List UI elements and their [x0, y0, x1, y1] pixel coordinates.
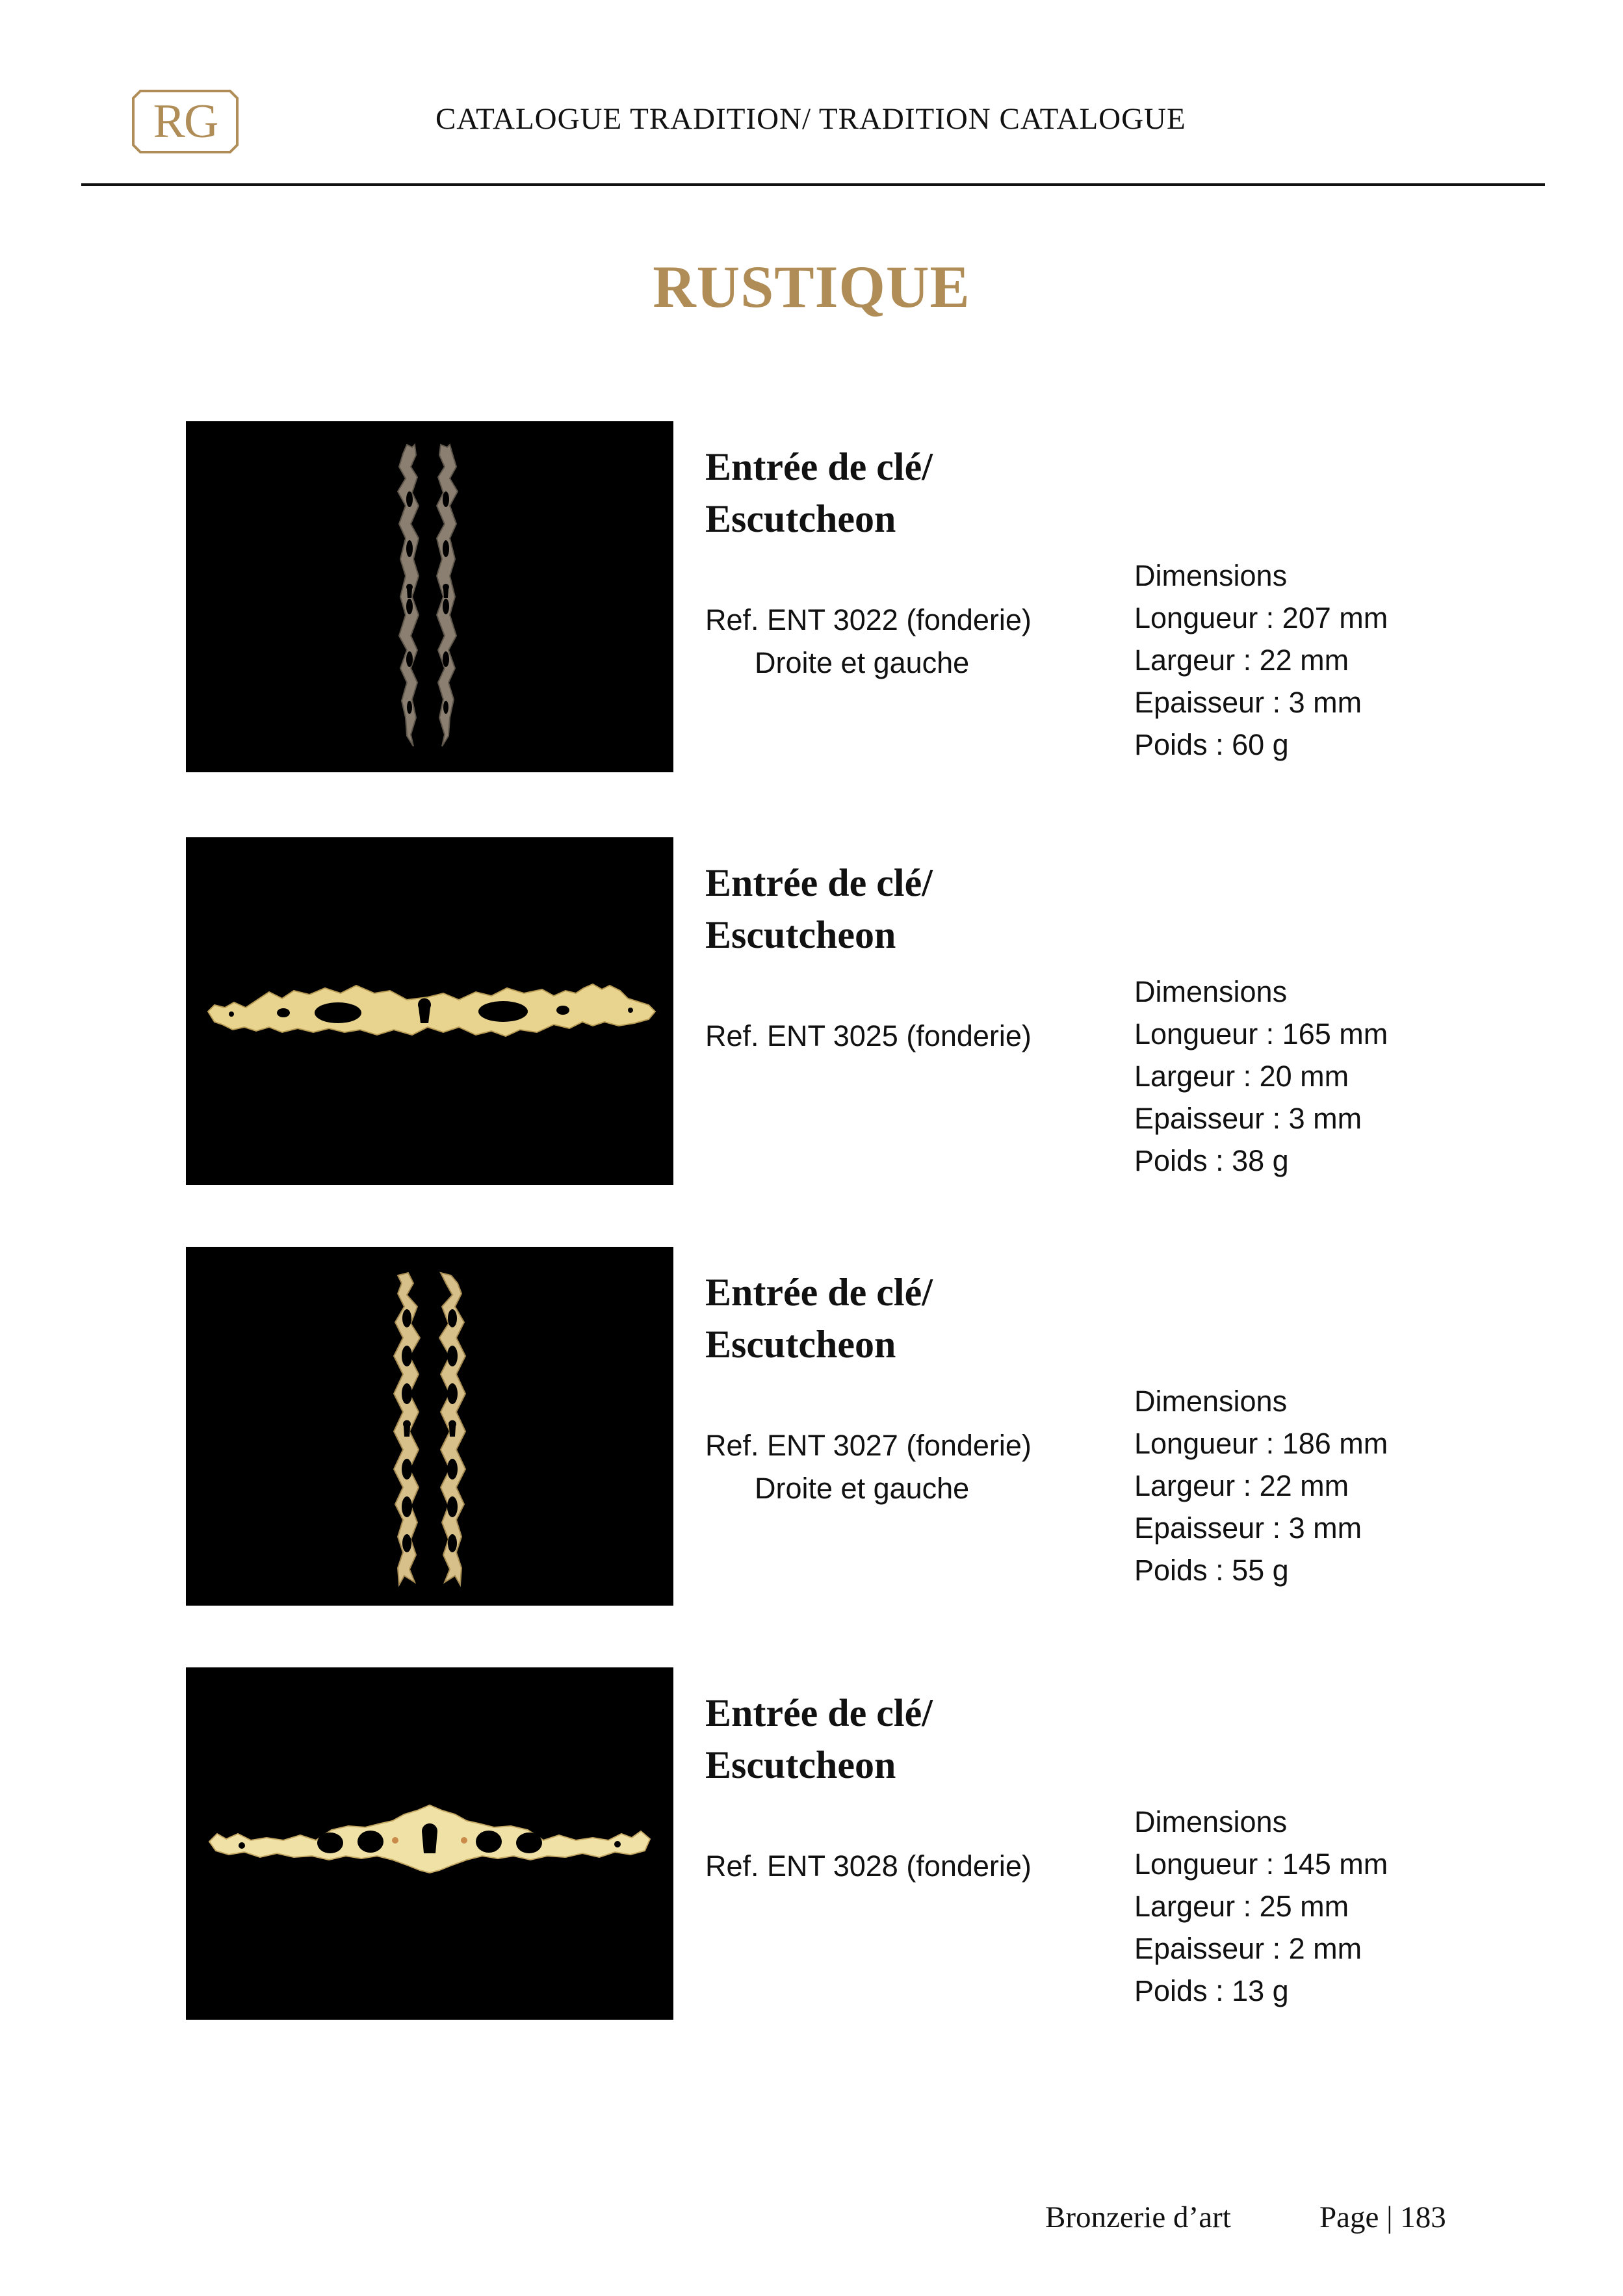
dimension-weight: Poids : 13 g [1134, 1974, 1289, 2007]
product-name-line2: Escutcheon [705, 1743, 896, 1786]
product-entry [0, 1247, 1623, 1598]
product-entry [0, 421, 1623, 772]
catalogue-title: CATALOGUE TRADITION/ TRADITION CATALOGUE [435, 102, 1186, 136]
dimensions-block [1134, 1801, 1388, 2012]
dimensions-block [1134, 971, 1388, 1182]
product-name-line1: Entrée de clé/ [705, 1691, 933, 1734]
dimension-width: Largeur : 22 mm [1134, 644, 1349, 677]
dimensions-heading: Dimensions [1134, 1385, 1288, 1418]
product-name [705, 1687, 933, 1791]
product-reference: Ref. ENT 3025 (fonderie) [705, 1019, 1032, 1052]
product-name-line1: Entrée de clé/ [705, 861, 933, 904]
escutcheon-pair-vertical-image [186, 421, 673, 772]
dimension-thickness: Epaisseur : 3 mm [1134, 1102, 1362, 1135]
dimension-width: Largeur : 20 mm [1134, 1060, 1349, 1093]
product-name-line2: Escutcheon [705, 497, 896, 540]
dimensions-heading: Dimensions [1134, 559, 1288, 592]
dimension-length: Longueur : 165 mm [1134, 1017, 1388, 1050]
dimensions-block [1134, 554, 1388, 766]
product-name [705, 1266, 933, 1370]
product-name [705, 857, 933, 961]
product-name-line2: Escutcheon [705, 913, 896, 956]
section-title: RUSTIQUE [653, 254, 970, 320]
product-side-note: Droite et gauche [755, 1472, 970, 1505]
escutcheon-pair-vertical-image [186, 1247, 673, 1606]
dimension-weight: Poids : 60 g [1134, 728, 1289, 761]
dimension-length: Longueur : 145 mm [1134, 1847, 1388, 1881]
product-photo [186, 837, 673, 1185]
header-divider [81, 183, 1545, 186]
product-name [705, 441, 933, 545]
product-entry [0, 1667, 1623, 2018]
dimension-weight: Poids : 38 g [1134, 1144, 1289, 1177]
dimensions-block [1134, 1380, 1388, 1591]
dimension-width: Largeur : 22 mm [1134, 1469, 1349, 1502]
page-number: Page | 183 [1319, 2200, 1446, 2234]
product-reference: Ref. ENT 3028 (fonderie) [705, 1849, 1032, 1883]
dimensions-heading: Dimensions [1134, 975, 1288, 1008]
product-reference: Ref. ENT 3027 (fonderie) [705, 1429, 1032, 1462]
footer-brand: Bronzerie d’art [1045, 2200, 1231, 2234]
dimension-length: Longueur : 207 mm [1134, 601, 1388, 634]
logo-text: RG [153, 95, 218, 148]
product-name-line1: Entrée de clé/ [705, 445, 933, 488]
escutcheon-horizontal-image [186, 1667, 673, 2020]
product-entry [0, 837, 1623, 1188]
product-reference: Ref. ENT 3022 (fonderie) [705, 603, 1032, 636]
dimension-length: Longueur : 186 mm [1134, 1427, 1388, 1460]
dimension-thickness: Epaisseur : 3 mm [1134, 1511, 1362, 1545]
escutcheon-horizontal-image [186, 837, 673, 1185]
product-photo [186, 1667, 673, 2020]
dimension-thickness: Epaisseur : 2 mm [1134, 1932, 1362, 1965]
rg-logo [131, 89, 239, 154]
product-name-line2: Escutcheon [705, 1323, 896, 1366]
dimension-width: Largeur : 25 mm [1134, 1890, 1349, 1923]
dimension-weight: Poids : 55 g [1134, 1554, 1289, 1587]
product-photo [186, 421, 673, 772]
dimensions-heading: Dimensions [1134, 1805, 1288, 1838]
dimension-thickness: Epaisseur : 3 mm [1134, 686, 1362, 719]
product-photo [186, 1247, 673, 1606]
product-name-line1: Entrée de clé/ [705, 1271, 933, 1314]
product-side-note: Droite et gauche [755, 646, 970, 679]
